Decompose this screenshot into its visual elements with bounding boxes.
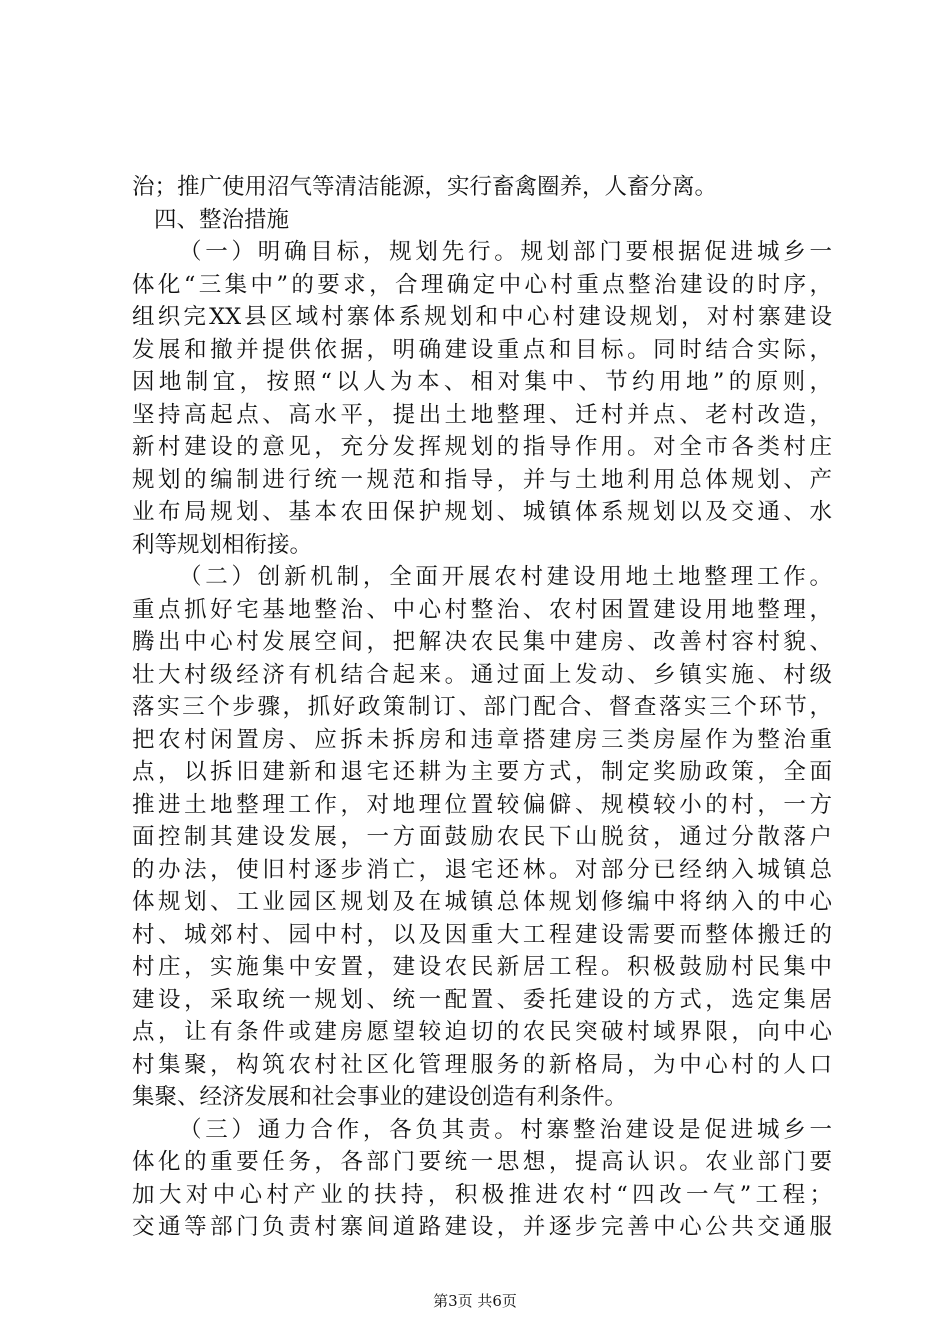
text-line: 交通等部门负责村寨间道路建设，并逐步完善中心公共交通服 (132, 1214, 832, 1240)
text-line: 的办法，使旧村逐步消亡，退宅还林。对部分已经纳入城镇总 (132, 856, 832, 883)
text-line: 发展和撤并提供依据，明确建设重点和目标。同时结合实际， (132, 336, 832, 363)
text-line: 村、城郊村、园中村，以及因重大工程建设需要而整体搬迁的 (132, 921, 832, 948)
text-line: 建设，采取统一规划、统一配置、委托建设的方式，选定集居 (132, 986, 832, 1013)
text-line: 新村建设的意见，充分发挥规划的指导作用。对全市各类村庄 (132, 434, 832, 460)
text-line: 村集聚，构筑农村社区化管理服务的新格局，为中心村的人口 (132, 1051, 832, 1078)
text-line: 推进土地整理工作，对地理位置较偏僻、规模较小的村，一方 (132, 791, 832, 818)
section-heading: 四、整治措施 (154, 206, 290, 233)
text-line: 重点抓好宅基地整治、中心村整治、农村困置建设用地整理， (132, 596, 832, 623)
text-line: 业布局规划、基本农田保护规划、城镇体系规划以及交通、水 (132, 499, 832, 525)
text-line: 组织完XX县区域村寨体系规划和中心村建设规划，对村寨建设 (132, 304, 832, 330)
text-line: 村庄，实施集中安置，建设农民新居工程。积极鼓励村民集中 (132, 954, 832, 980)
text-line: 因地制宜，按照“以人为本、相对集中、节约用地”的原则， (132, 369, 832, 395)
text-line: 利等规划相衔接。 (132, 531, 313, 558)
paragraph-first-line: （二）创新机制，全面开展农村建设用地土地整理工作。 (179, 564, 832, 590)
text-line: 加大对中心村产业的扶持，积极推进农村“四改一气”工程； (132, 1181, 832, 1208)
text-line: 把农村闲置房、应拆未拆房和违章搭建房三类房屋作为整治重 (132, 726, 832, 753)
text-line: 点，让有条件或建房愿望较迫切的农民突破村域界限，向中心 (132, 1019, 832, 1045)
document-body (132, 171, 832, 1244)
text-line: 治；推广使用沼气等清洁能源，实行畜禽圈养，人畜分离。 (132, 174, 718, 200)
text-line: 体化的重要任务，各部门要统一思想，提高认识。农业部门要 (132, 1149, 832, 1175)
text-line: 体规划、工业园区规划及在城镇总体规划修编中将纳入的中心 (132, 889, 832, 915)
text-line: 壮大村级经济有机结合起来。通过面上发动、乡镇实施、村级 (132, 661, 832, 688)
paragraph-first-line: （一）明确目标，规划先行。规划部门要根据促进城乡一 (179, 239, 832, 265)
text-line: 体化“三集中”的要求，合理确定中心村重点整治建设的时序， (132, 271, 832, 298)
page-footer (0, 1291, 950, 1311)
text-line: 集聚、经济发展和社会事业的建设创造有利条件。 (132, 1084, 628, 1110)
text-line: 落实三个步骤，抓好政策制订、部门配合、督查落实三个环节， (132, 694, 832, 720)
text-line: 面控制其建设发展，一方面鼓励农民下山脱贫，通过分散落户 (132, 824, 832, 850)
text-line: 规划的编制进行统一规范和指导，并与土地利用总体规划、产 (132, 466, 832, 493)
page-number-label: 第3页 共6页 (433, 1292, 517, 1310)
text-line: 坚持高起点、高水平，提出土地整理、迁村并点、老村改造， (132, 401, 832, 428)
text-line: 腾出中心村发展空间，把解决农民集中建房、改善村容村貌、 (132, 629, 832, 655)
paragraph-first-line: （三）通力合作，各负其责。村寨整治建设是促进城乡一 (179, 1116, 832, 1143)
text-line: 点，以拆旧建新和退宅还耕为主要方式，制定奖励政策，全面 (132, 759, 832, 785)
